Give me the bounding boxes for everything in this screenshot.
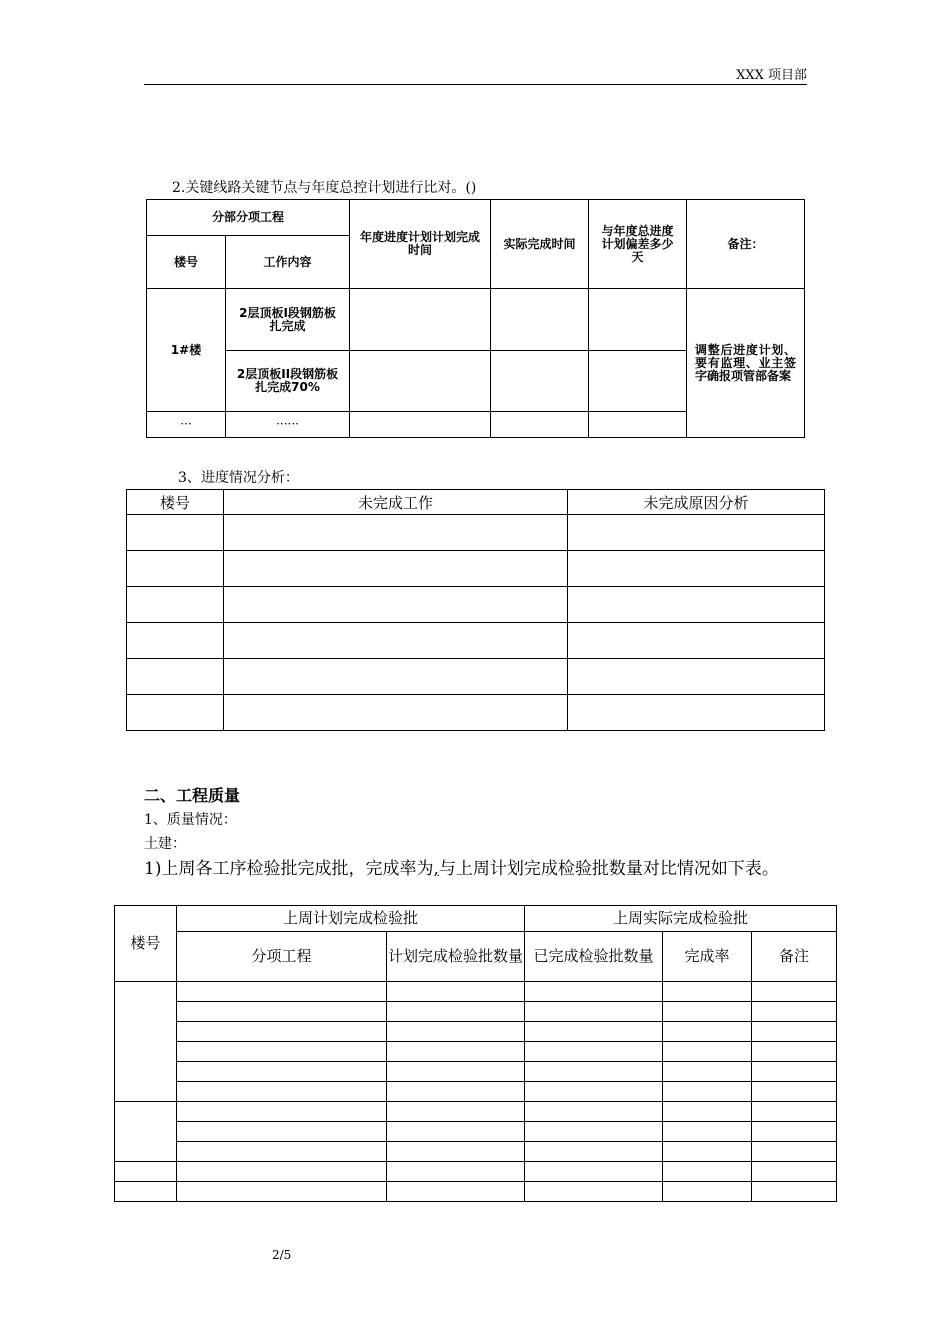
table-row [115,1082,837,1102]
header-org: XXX 项目部 [736,68,807,83]
table-row [115,1162,837,1182]
cell-note: 调整后进度计划、要有监理、业主签字确报项管部备案 [687,289,805,438]
cell-work-1: 2层顶板Ⅰ段钢筋板扎完成 [226,289,350,351]
th-building: 楼号 [115,906,177,982]
quality-paragraph: 1)上周各工序检验批完成批，完成率为,与上周计划完成检验批数量对比情况如下表。 [144,859,779,879]
table-row [115,982,837,1002]
cell-ellipsis-2: ······ [226,412,350,438]
page-header [144,64,807,85]
th-plan-group: 上周计划完成检验批 [177,906,525,932]
table-row [127,515,825,551]
table-row [127,551,825,587]
section-3-heading: 3、进度情况分析： [178,470,299,486]
quality-title: 二、工程质量 [144,786,241,805]
table-row [115,1102,837,1122]
table-row [127,587,825,623]
cell-building: 1#楼 [147,289,226,412]
th-plan-qty: 计划完成检验批数量 [387,932,525,982]
th-deviation: 与年度总进度计划偏差多少天 [589,200,687,289]
th-unfinished-work: 未完成工作 [224,490,568,515]
key-node-table [146,199,805,438]
table-row [115,1062,837,1082]
cell-ellipsis-1: ··· [147,412,226,438]
th-remark: 备注 [752,932,837,982]
th-remark: 备注： [687,200,805,289]
progress-analysis-table [126,489,825,731]
table-row [115,1182,837,1202]
table-row [127,695,825,731]
table-row [115,1042,837,1062]
th-actual-time: 实际完成时间 [491,200,589,289]
table-row [127,623,825,659]
table-row [115,1022,837,1042]
table-row [115,1122,837,1142]
quality-line-1: 1、质量情况： [144,812,237,828]
th-actual-group: 上周实际完成检验批 [525,906,837,932]
th-subproject: 分项工程 [177,932,387,982]
table-row [115,1142,837,1162]
th-group: 分部分项工程 [147,200,350,236]
th-building: 楼号 [127,490,224,515]
th-rate: 完成率 [663,932,752,982]
th-done-qty: 已完成检验批数量 [525,932,663,982]
th-work: 工作内容 [226,236,350,289]
th-building: 楼号 [147,236,226,289]
inspection-batch-table [114,905,837,1202]
table-row [115,1002,837,1022]
section-2-heading: 2.关键线路关键节点与年度总控计划进行比对。() [172,180,477,196]
th-plan-time: 年度进度计划计划完成时间 [350,200,491,289]
page-number: 2/5 [272,1248,292,1262]
th-reason: 未完成原因分析 [568,490,825,515]
cell-work-2: 2层顶板II段钢筋板扎完成70% [226,351,350,412]
table-row [127,659,825,695]
quality-line-2: 土建： [144,836,186,852]
